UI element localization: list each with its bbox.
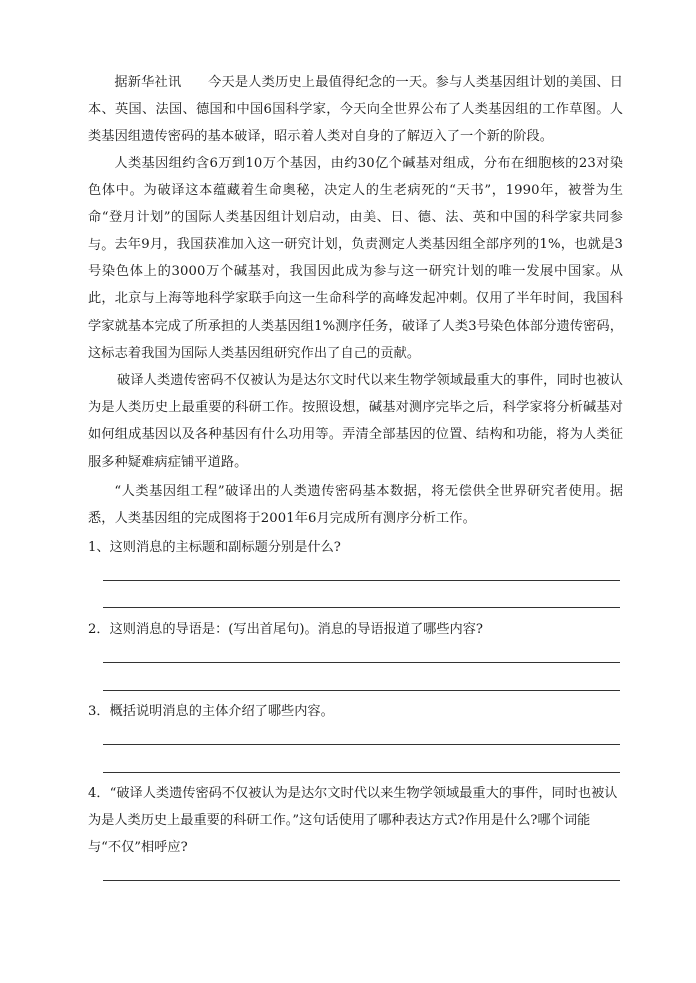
- paragraph-background-text: 人类基因组约含6万到10万个基因，由约30亿个碱基对组成，分布在细胞核的23对染色体中。为破译这本蕴藏着生命奥秘，决定人的生老病死的“天书”，1990年，被誉为生命“登月计划”的国际人类基因组计划启动，由美、日、德、法、英和中国的科学家共同参与。: [88, 156, 623, 253]
- paragraph-significance: [88, 367, 623, 476]
- answer-line-1a[interactable]: [103, 580, 620, 581]
- paragraph-lead: [88, 69, 623, 151]
- paragraph-conclusion: [88, 478, 623, 532]
- answer-line-3b[interactable]: [103, 772, 620, 773]
- paragraph-significance-text: 破译人类遗传密码不仅被认为是达尔文时代以来生物学领域最重大的事件，同时也被认为是人类历史上最重要的科研工作。按照设想，碱基对测序完毕之后，科学家将分析碱基对如何组成基因以及各种基因有什么功用等。弄清全部基因的位置、结构和功能，将为人类征服多种疑难病症铺平道路。: [88, 373, 623, 470]
- answer-line-4a[interactable]: [103, 880, 620, 881]
- question-4: 4．“破译人类遗传密码不仅被认为是达尔文时代以来生物学领域最重大的事件，同时也被认为是人类历史上最重要的科研工作。”这句话使用了哪种表达方式?作用是什么?哪个词能与“不仅”相呼应?: [88, 786, 618, 856]
- question-1: 1、这则消息的主标题和副标题分别是什么?: [88, 540, 341, 555]
- answer-line-2a[interactable]: [103, 662, 620, 663]
- answer-line-2b[interactable]: [103, 690, 620, 691]
- paragraph-lead-text: 据新华社讯 今天是人类历史上最值得纪念的一天。参与人类基因组计划的美国、日本、英国、法国、德国和中国6国科学家，今天向全世界公布了人类基因组的工作草图。人类基因组遗传密码的基本破译，昭示着人类对自身的了解迈入了一个新的阶段。: [88, 75, 623, 145]
- answer-line-3a[interactable]: [103, 744, 620, 745]
- answer-line-1b[interactable]: [103, 607, 620, 608]
- question-2: 2．这则消息的导语是：(写出首尾句)。消息的导语报道了哪些内容?: [88, 622, 483, 637]
- paragraph-china-role: [88, 231, 623, 367]
- paragraph-china-role-text: 去年9月，我国获准加入这一研究计划，负责测定人类基因组全部序列的1%，也就是3号染色体上的3000万个碱基对，我国因此成为参与这一研究计划的唯一发展中国家。从此，北京与上海等地科学家联手向这一生命科学的高峰发起冲刺。仅用了半年时间，我国科学家就基本完成了所承担的人类基因组1%测序任务，破译了人类3号染色体部分遗传密码，这标志着我国为国际人类基因组研究作出了自己的贡献。: [88, 237, 623, 361]
- paragraph-conclusion-text: “人类基因组工程”破译出的人类遗传密码基本数据，将无偿供全世界研究者使用。据悉，人类基因组的完成图将于2001年6月完成所有测序分析工作。: [88, 484, 623, 527]
- question-3: 3．概括说明消息的主体介绍了哪些内容。: [88, 704, 334, 719]
